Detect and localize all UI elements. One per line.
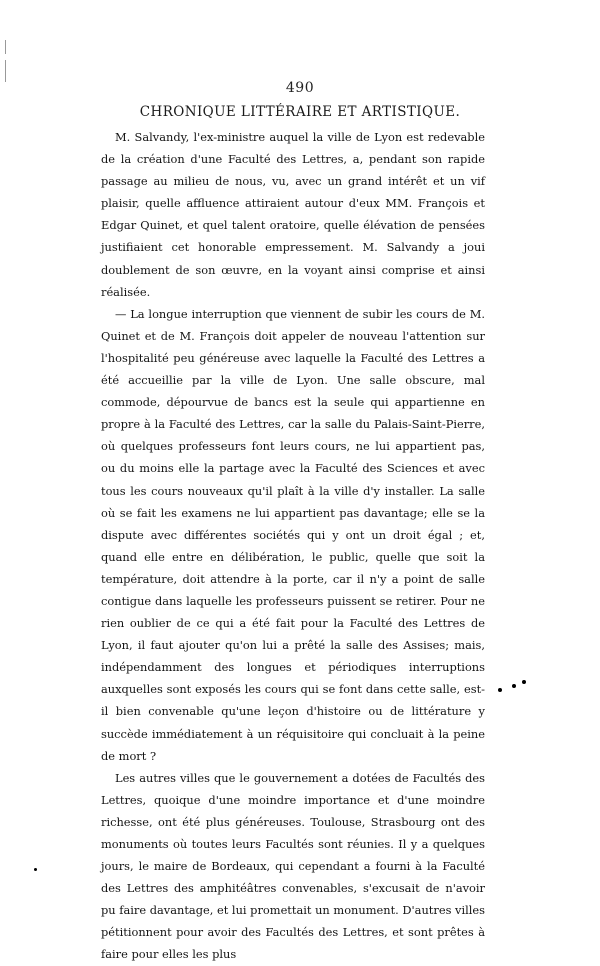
paragraph: Les autres villes que le gouvernement a dotées de Facultés des Lettres, quoique d'une moindre importance et d'une moindre richesse, ont été plus généreuses. Toulouse, Strasbourg ont des monuments où toutes leurs Facultés sont réunies. Il y a quelques jours, le maire de Bordeaux, qui cependant a fourni à la Faculté des Lettres des amphitéâtres convenables, s'excusait de n'avoir pu faire davantage, et lui promettait un monument. D'autres villes pétitionnent pour avoir des Facultés des Lettres, et sont prêtes à faire pour elles les plus	[101, 770, 485, 962]
page-number: 490	[285, 80, 315, 96]
page-edge-mark	[5, 60, 6, 82]
page-edge-mark	[5, 40, 6, 54]
ink-speck	[512, 684, 516, 688]
chapter-title: CHRONIQUE LITTÉRAIRE ET ARTISTIQUE.	[139, 104, 461, 120]
ink-speck	[522, 680, 526, 684]
ink-speck	[498, 688, 502, 692]
ink-speck	[34, 868, 37, 871]
paragraph: — La longue interruption que viennent de subir les cours de M. Quinet et de M. François doit appeler de nouveau l'attention sur l'hospitalité peu généreuse avec laquelle la Faculté des Lettres a été accueillie par la ville de Lyon. Une salle obscure, mal commode, dépourvue de bancs est la seule qui appartienne en propre à la Faculté des Lettres, car la salle du Palais-Saint-Pierre, où quelques professeurs font leurs cours, ne lui appartient pas, ou du moins elle la partage avec la Faculté des Sciences et avec tous les cours nouveaux qu'il plaît à la ville d'y installer. La salle où se fait les examens ne lui appartient pas davantage; elle se la dispute avec différentes sociétés qui y ont un droit égal ; et, quand elle entre en délibération, le public, quelle que soit la température, doit attendre à la porte, car il n'y a point de salle contigue dans laquelle les professeurs puissent se retirer. Pour ne rien oublier de ce qui a été fait pour la Faculté des Lettres de Lyon, il faut ajouter qu'on lui a prêté la salle des Assises; mais, indépendamment des longues et périodiques interruptions auxquelles sont exposés les cours qui se font dans cette salle, est-il bien convenable qu'une leçon d'histoire ou de littérature y succède immédiatement à un réquisitoire qui concluait à la peine de mort ?	[101, 306, 485, 763]
paragraph: M. Salvandy, l'ex-ministre auquel la ville de Lyon est redevable de la création d'une Faculté des Lettres, a, pendant son rapide passage au milieu de nous, vu, avec un grand intérêt et un vif plaisir, quelle affluence attiraient autour d'eux MM. François et Edgar Quinet, et quel talent oratoire, quelle élévation de pensées justifiaient cet honorable empressement. M. Salvandy a joui doublement de son œuvre, en la voyant ainsi comprise et ainsi réalisée.	[101, 130, 485, 299]
body-text	[101, 126, 485, 966]
